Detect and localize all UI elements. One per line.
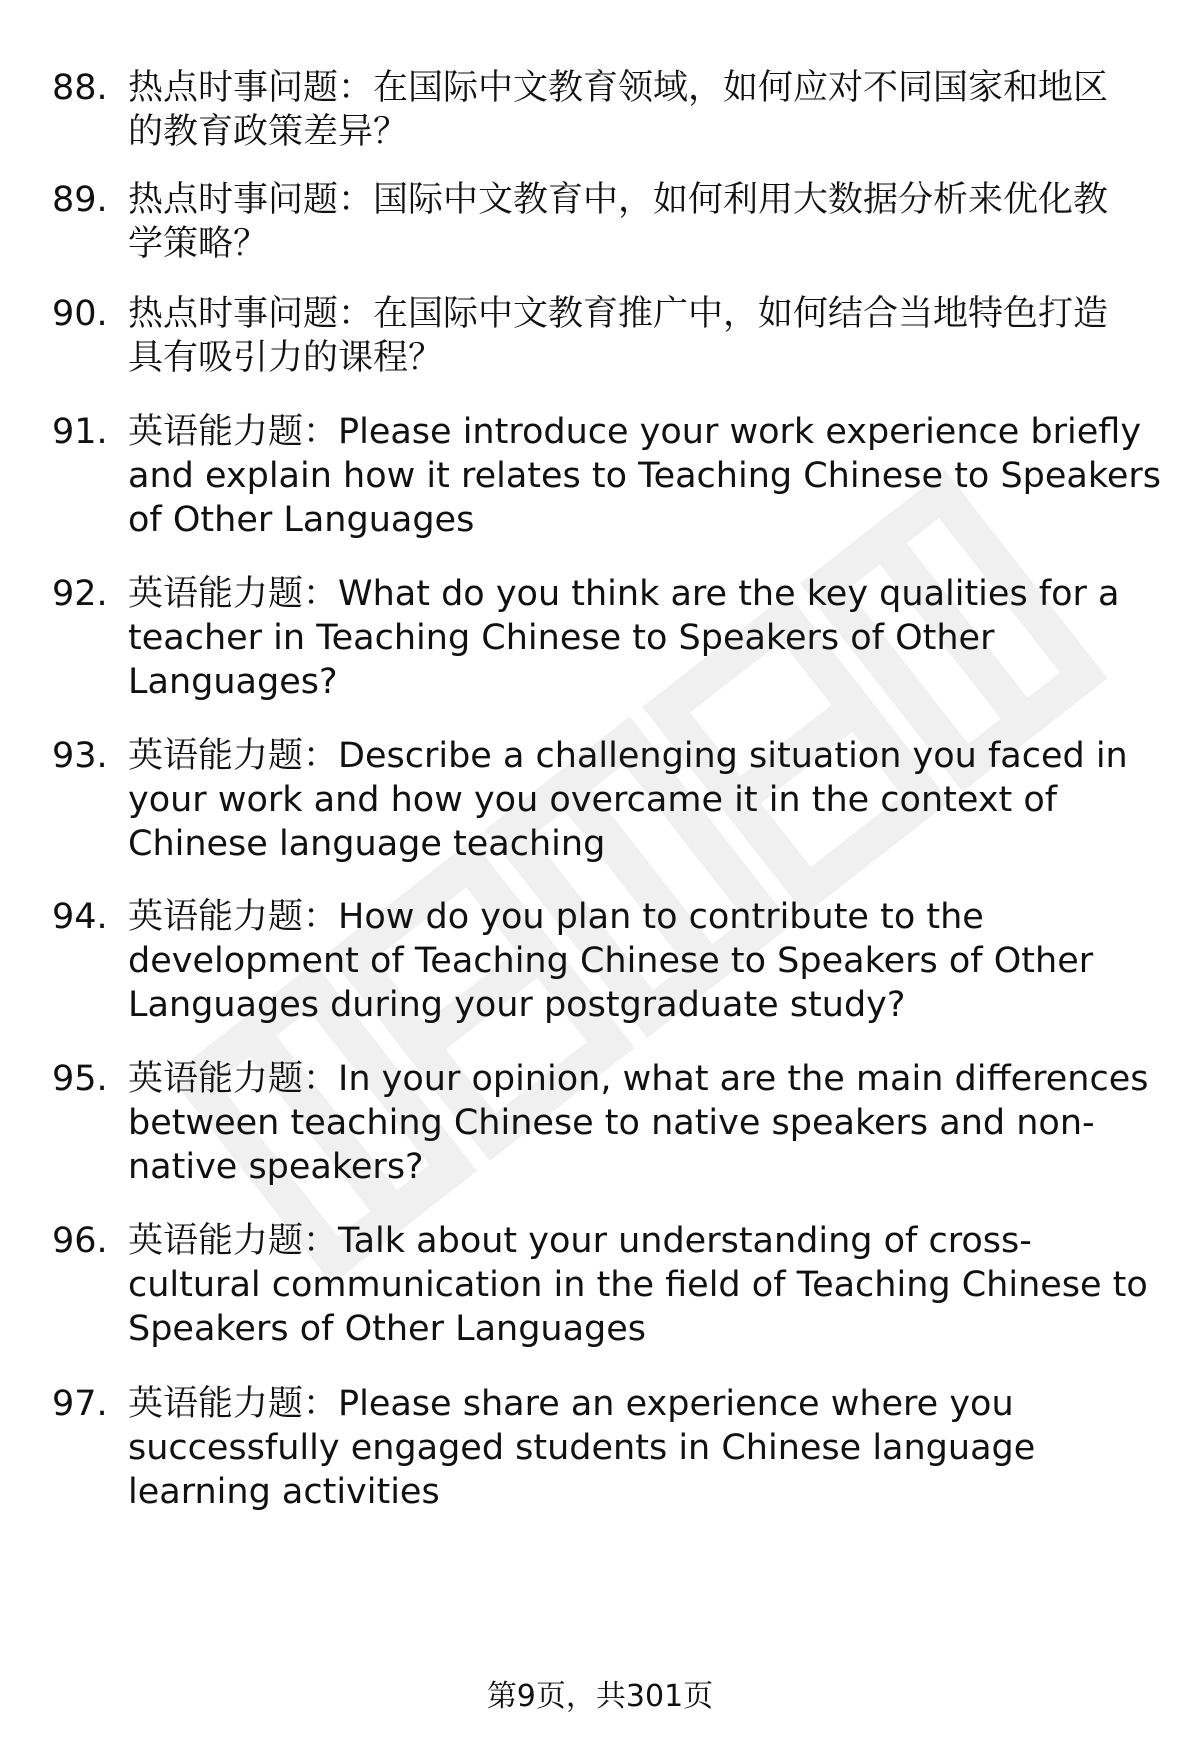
question-number: 96. xyxy=(52,1221,108,1261)
question-number: 94. xyxy=(52,897,108,937)
question-text-line: 英语能力题：Please share an experience where you xyxy=(128,1384,1014,1424)
question-text-line: 英语能力题：Please introduce your work experience briefly xyxy=(128,412,1142,452)
question-text-line: development of Teaching Chinese to Speakers of Other xyxy=(128,941,1094,981)
question-text-line: 学策略？ xyxy=(128,224,269,264)
question-text-line: 英语能力题：How do you plan to contribute to the xyxy=(128,897,984,937)
question-text-line: 英语能力题：What do you think are the key qualities for a xyxy=(128,574,1120,614)
question-number: 92. xyxy=(52,574,108,614)
question-text-line: 热点时事问题：在国际中文教育推广中，如何结合当地特色打造 xyxy=(128,294,1109,334)
question-text-line: learning activities xyxy=(128,1472,440,1512)
question-text-line: successfully engaged students in Chinese language xyxy=(128,1428,1036,1468)
question-text-line: cultural communication in the field of Teaching Chinese to xyxy=(128,1265,1148,1305)
question-text-line: and explain how it relates to Teaching Chinese to Speakers xyxy=(128,456,1162,496)
question-number: 93. xyxy=(52,736,108,776)
question-text-line: of Other Languages xyxy=(128,500,475,540)
question-text-line: 热点时事问题：在国际中文教育领域，如何应对不同国家和地区 xyxy=(128,68,1109,108)
question-number: 88. xyxy=(52,68,108,108)
question-text-line: Speakers of Other Languages xyxy=(128,1309,647,1349)
question-text-line: 英语能力题：Describe a challenging situation you faced in xyxy=(128,736,1128,776)
question-text-line: 具有吸引力的课程？ xyxy=(128,338,444,378)
question-number: 91. xyxy=(52,412,108,452)
question-number: 90. xyxy=(52,294,108,334)
question-text-line: your work and how you overcame it in the context of xyxy=(128,780,1058,820)
question-text-line: 英语能力题：In your opinion, what are the main differences xyxy=(128,1059,1149,1099)
question-text-line: 热点时事问题：国际中文教育中，如何利用大数据分析来优化教 xyxy=(128,180,1109,220)
question-number: 89. xyxy=(52,180,108,220)
question-number: 95. xyxy=(52,1059,108,1099)
question-text-line: between teaching Chinese to native speakers and non- xyxy=(128,1103,1095,1143)
page-number-label: 第9页，共301页 xyxy=(486,1679,714,1714)
question-text-line: 的教育政策差异？ xyxy=(128,112,409,152)
question-text-line: Languages? xyxy=(128,662,338,702)
question-text-line: Chinese language teaching xyxy=(128,824,606,864)
question-text-line: 英语能力题：Talk about your understanding of cross- xyxy=(128,1221,1032,1261)
question-number: 97. xyxy=(52,1384,108,1424)
question-text-line: native speakers? xyxy=(128,1147,424,1187)
question-text-line: Languages during your postgraduate study? xyxy=(128,985,906,1025)
page-footer xyxy=(0,1675,1200,1719)
question-text-line: teacher in Teaching Chinese to Speakers of Other xyxy=(128,618,995,658)
